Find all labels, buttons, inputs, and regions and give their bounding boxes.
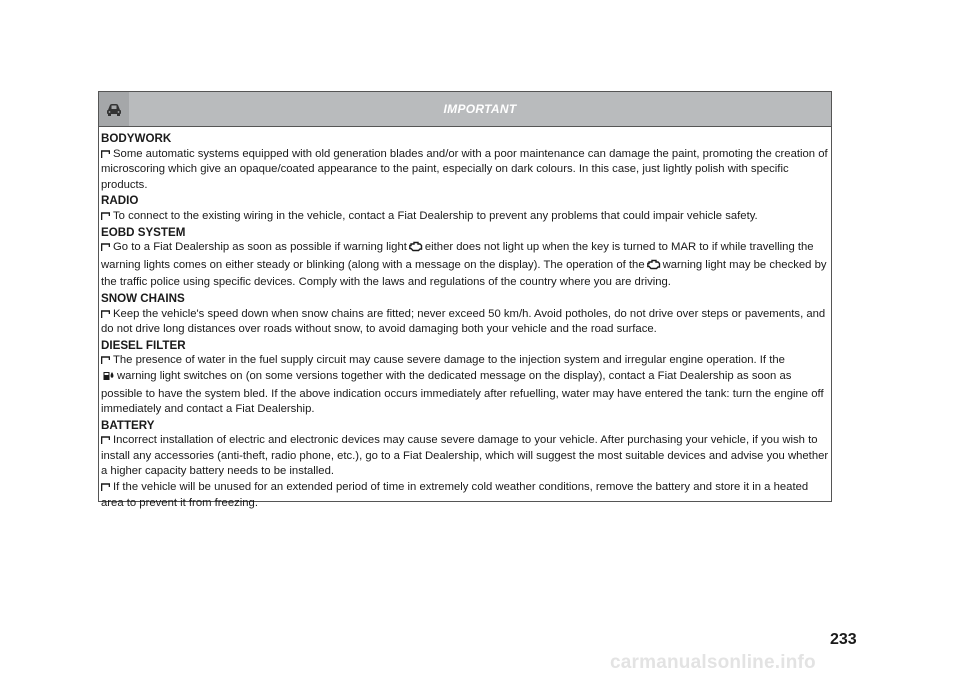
paragraph: Keep the vehicle's speed down when snow chains are fitted; never exceed 50 km/h. Avoid potholes, do not drive over steps or pavements, and do not drive long distances over roads without snow, to avoid damaging both your vehicle and the road surface. [101,307,826,336]
paragraph: Some automatic systems equipped with old generation blades and/or with a poor maintenance can damage the paint, promoting the creation of microscoring which give an opaque/coated appearance to the paint, especially on dark colours. In this case, just lightly polish with specific products. [101,147,828,191]
important-header [99,92,831,127]
watermark: carmanualsonline.info [610,652,816,673]
important-content [99,127,831,511]
paragraph: Go to a Fiat Dealership as soon as possible if warning light either does not light up when the key is turned to MAR to if while travelling the warning lights comes on either steady or blinking (along with a message on the display). The operation of the warning light may be checked by the traffic police using specific devices. Comply with the laws and regulations of the country where you are driving. [101,241,827,289]
paragraph: The presence of water in the fuel supply circuit may cause severe damage to the injection system and irregular engine operation. If the warning light switches on (on some versions together with the dedicated message on the display), contact a Fiat Dealership as soon as possible to have the system bled. If the above indication occurs immediately after refuelling, water may have entered the tank: turn the engine off immediately and contact a Fiat Dealership. [101,354,824,416]
bullet-icon [101,243,110,251]
section-heading-eobd: EOBD SYSTEM [101,225,186,239]
bullet-icon [101,150,110,158]
engine-warning-icon [409,241,423,258]
bullet-icon [101,212,110,220]
section-heading-snow-chains: SNOW CHAINS [101,291,185,305]
section-heading-bodywork: BODYWORK [101,132,172,145]
bullet-icon [101,356,110,364]
section-heading-diesel-filter: DIESEL FILTER [101,338,186,352]
bullet-icon [101,483,110,491]
car-maintenance-icon [99,92,129,126]
paragraph: If the vehicle will be unused for an extended period of time in extremely cold weather conditions, remove the battery and store it in a heated area to prevent it from freezing. [101,481,809,509]
important-box [98,91,832,509]
section-heading-battery: BATTERY [101,418,155,432]
paragraph: To connect to the existing wiring in the vehicle, contact a Fiat Dealership to prevent any problems that could impair vehicle safety. [101,209,829,225]
page-number: 233 [830,631,857,648]
section-heading-radio: RADIO [101,194,139,208]
bullet-icon [101,436,110,444]
paragraph: Incorrect installation of electric and electronic devices may cause severe damage to your vehicle. After purchasing your vehicle, if you wish to install any accessories (anti-theft, radio phone, etc.), go to a Fiat Dealership, which will suggest the most suitable devices and advise you whether a higher capacity battery needs to be installed. [101,434,829,478]
bullet-icon [101,310,110,318]
engine-warning-icon [647,259,661,276]
important-title: IMPORTANT [443,102,517,116]
water-in-fuel-icon [103,370,115,387]
